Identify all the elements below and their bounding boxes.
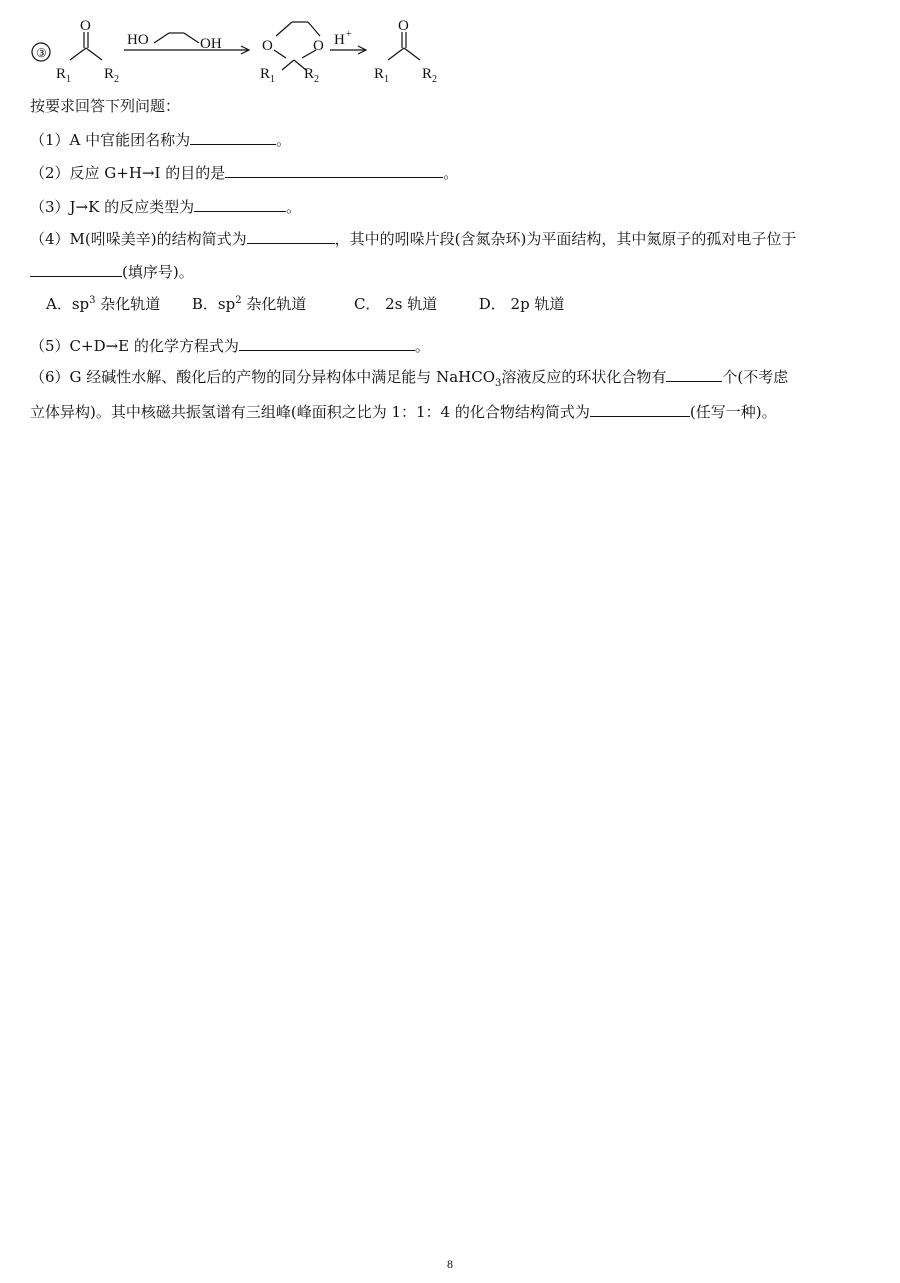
product-r1-subscript: 1 [384,74,389,85]
reagent-ho: HO [127,32,149,48]
reaction-scheme [0,0,900,95]
product-r2-subscript: 2 [432,74,437,85]
option-a [46,295,160,313]
question-3-end: 。 [286,198,302,216]
ring-oxygen-right: O [313,38,324,54]
question-4-text-3: (填序号)。 [122,263,194,281]
acid-label: H [334,32,345,48]
option-b [192,295,307,313]
page-number: 8 [447,1257,453,1271]
answer-blank-2[interactable] [225,163,443,178]
r2-subscript: 2 [114,74,119,85]
question-6-text: （6）G 经碱性水解、酸化后的产物的同分异构体中满足能与 NaHCO [30,368,495,386]
instruction-text: 按要求回答下列问题： [30,97,181,115]
question-3 [30,197,301,217]
ketal-r2-subscript: 2 [314,74,319,85]
option-b-label: B．sp [191,295,236,313]
question-6-text-3: 个(不考虑 [722,368,789,386]
r1-label: R [56,66,67,82]
question-6-sub: 3 [495,378,502,389]
question-2-end: 。 [443,164,459,182]
question-6-text-5: (任写一种)。 [689,403,777,421]
question-6-text-2: 溶液反应的环状化合物有 [501,368,667,386]
ketal-r1-label: R [260,66,271,82]
option-a-tail: 杂化轨道 [100,295,161,313]
question-5-end: 。 [414,337,430,355]
answer-blank-4b[interactable] [30,262,122,277]
choice-options [46,294,564,314]
answer-blank-5[interactable] [239,336,415,351]
marker-label: ③ [36,46,47,60]
question-5 [30,336,430,356]
question-4-text-2: ，其中的吲哚片段(含氮杂环)为平面结构，其中氮原子的孤对电子位于 [334,230,797,248]
answer-blank-6a[interactable] [666,367,722,382]
option-b-sup: 2 [235,295,242,306]
ring-oxygen-left: O [262,38,273,54]
question-4-line-1 [30,229,796,249]
answer-blank-1[interactable] [190,130,276,145]
question-2 [30,163,458,183]
product-r1-label: R [374,66,385,82]
question-5-text: （5）C+D→E 的化学方程式为 [30,337,239,355]
question-3-text: （3）J→K 的反应类型为 [30,198,195,216]
question-1 [30,130,291,150]
option-a-label: A．sp [46,295,90,313]
question-6-text-4: 立体异构)。其中核磁共振氢谱有三组峰(峰面积之比为 1：1：4 的化合物结构简式为 [30,403,590,421]
option-c: C． 2s 轨道 [353,295,438,313]
product-oxygen-label: O [398,18,409,34]
option-b-tail: 杂化轨道 [246,295,307,313]
question-1-end: 。 [276,131,292,149]
ketal-r1-subscript: 1 [270,74,275,85]
answer-blank-3[interactable] [194,197,286,212]
ketal-r2-label: R [304,66,315,82]
question-2-text: （2）反应 G+H→I 的目的是 [30,164,226,182]
answer-blank-4a[interactable] [247,229,335,244]
question-6-line-2 [30,402,777,422]
option-d: D． 2p 轨道 [478,295,565,313]
r2-label: R [104,66,115,82]
r1-subscript: 1 [66,74,71,85]
acid-superscript: + [346,29,352,40]
question-4-line-2 [30,262,194,282]
option-a-sup: 3 [89,295,96,306]
answer-blank-6b[interactable] [590,402,690,417]
oxygen-label: O [80,18,91,34]
question-1-text: （1）A 中官能团名称为 [30,131,191,149]
product-r2-label: R [422,66,433,82]
reagent-oh: OH [200,36,222,52]
question-4-text: （4）M(吲哚美辛)的结构简式为 [30,230,247,248]
question-6-line-1 [30,367,788,387]
